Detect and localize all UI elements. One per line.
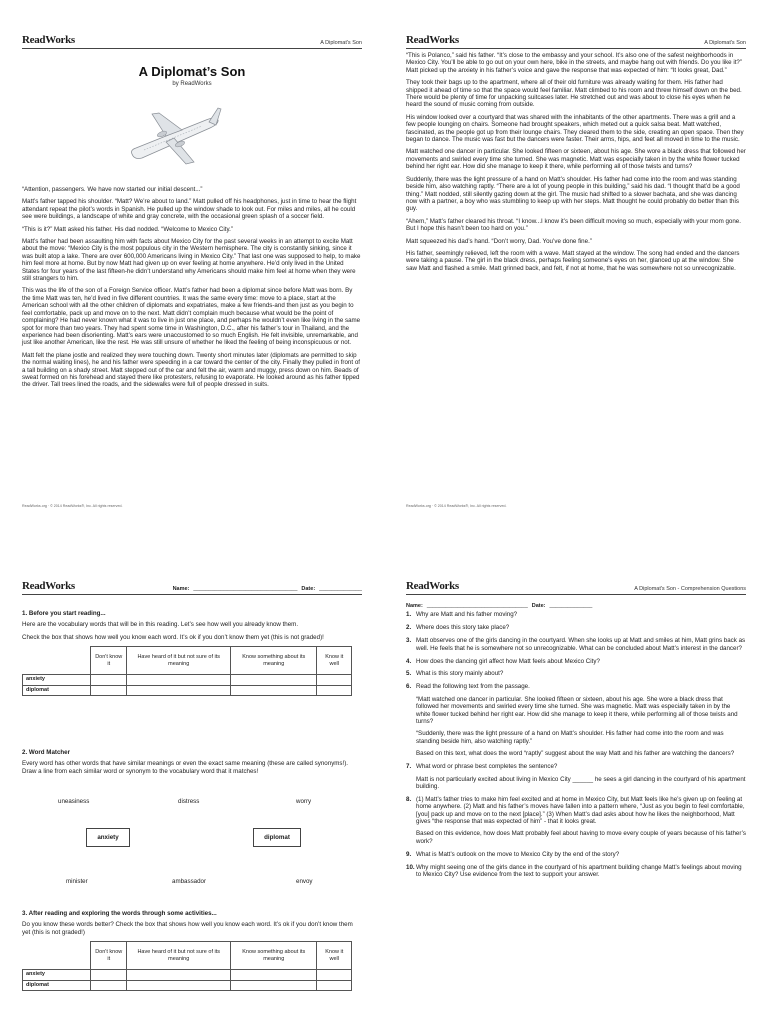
checkbox-cell[interactable] [317,980,352,990]
instructions: Every word has other words that have similar meanings or even the exact same meaning (these are called synonyms!). Draw a line from each similar word or synonym to the vocabulary word that it matches! [22,760,349,775]
date-field[interactable]: ______________ [549,603,593,609]
checkbox-cell[interactable] [317,685,352,695]
paragraph: His window looked over a courtyard that was shared with the inhabitants of the other apartments. There was a grill and a few people lounging on chairs. Someone had brought speakers, which meted out a quick salsa beat. Matt watched, fascinated, as the people got up from their lounge chairs. They cleared them to the side, creating an open space. Then they began to dance. The music was fast but the dancers were faster. Their arms, hips, and feet all moved in time to the music. [406,113,744,144]
quote: “Suddenly, there was the light pressure of a hand on Matt’s shoulder. His father had come into the room and was standing beside him, also watching raptly.” [416,730,724,745]
checkbox-cell[interactable] [231,970,317,980]
synonym-word[interactable]: envoy [296,878,313,885]
paragraph: Matt watched one dancer in particular. She looked fifteen or sixteen, about his age. She wore a black dress that followed her movements and swirled every time she turned. She was magnetic. Matt was especially taken in by the white flower tucked behind her right ear. How did she manage to keep it there, while performing all of those twists and turns? [406,148,746,171]
paragraph: His father, seemingly relieved, left the room with a wave. Matt stayed at the window. The song had ended and the dancers were taking a pause. The girl in the black dress, perhaps feeling someone’s eyes on her, glanced up at the window. She saw Matt and flashed a smile. Matt grinned back, and felt, if not at home, that he was somewhere not so unrecognizable. [406,249,740,272]
header-title: A Diplomat's Son - Comprehension Questions [634,586,746,592]
checkbox-cell[interactable] [317,970,352,980]
checkbox-cell[interactable] [231,675,317,685]
instructions: Check the box that shows how well you know each word. It’s ok if you don’t know them yet (this is not graded)! [22,633,324,641]
questions [406,603,746,884]
readworks-logo: ReadWorks [22,580,75,592]
col-header: Have heard of it but not sure of its meaning [127,942,231,970]
checkbox-cell[interactable] [91,675,127,685]
story-title: A Diplomat’s Son [138,64,246,79]
vocab-box-anxiety[interactable]: anxiety [86,828,130,847]
checkbox-cell[interactable] [91,980,127,990]
story-text [22,186,362,394]
name-label: Name: [406,603,423,609]
question-9: 9. What is Matt’s outlook on the move to Mexico City by the end of the story? [406,850,620,858]
paragraph: “Attention, passengers. We have now started our initial descent...” [22,186,203,193]
section-title: 1. Before you start reading... [22,610,106,617]
name-date-line [406,603,746,610]
vocab-table-before [22,646,352,696]
paragraph: Matt felt the plane jostle and realized they were touching down. Twenty short minutes later (diplomats are permitted to skip the normal waiting lines), he and his father were speeding in a car toward the center of the city. Finally they pulled in front of a tall building on a shady street. Matt stepped out of the car and felt the air, warm and muggy, press down on him. Beads of sweat formed on his forehead and stayed there like protesters, refusing to evaporate. He looked around as his father tipped the driver. Tall trees lined the roads, and the sidewalks were full of people dressed in suits. [22,351,360,389]
table-row [23,980,352,990]
checkbox-cell[interactable] [91,685,127,695]
col-header: Know it well [317,647,352,675]
copyright-footer: ReadWorks.org · © 2014 ReadWorks®, Inc. All rights reserved. [22,504,123,508]
question-3: 3. Matt observes one of the girls dancing in the courtyard. When she looks up at Matt and smiles at him, Matt grins back as well. He feels that he is somewhere not so unrecognizable. What can be concluded about Matt’s interest in the dancer? [406,637,746,652]
story-text [406,52,746,277]
col-header: Have heard of it but not sure of its meaning [127,647,231,675]
question-prompt: Based on this evidence, how does Matt probably feel about having to move every couple of years because of his father’s work? [416,830,746,845]
synonym-word[interactable]: minister [66,878,88,885]
question-1: 1. Why are Matt and his father moving? [406,611,518,619]
section-3 [22,910,362,991]
synonym-word[interactable]: worry [296,798,312,805]
vocab-box-diplomat[interactable]: diplomat [253,828,301,847]
question-5: 5. What is this story mainly about? [406,670,504,678]
checkbox-cell[interactable] [91,970,127,980]
paragraph: They took their bags up to the apartment, where all of their old furniture was already waiting for them. His father had shipped it ahead of time so that the space would feel familiar. Matt climbed to his room and threw himself down on the bed. There would be plenty of time for unpacking suitcases later. He stretched out and was about to close his eyes when he heard the sound of music coming from outside. [406,79,742,109]
col-header: Don't know it [91,647,127,675]
question-4: 4. How does the dancing girl affect how Matt feels about Mexico City? [406,657,600,665]
instructions: Do you know these words better? Check the box that shows how well you know each word. It’s ok if you don’t know them yet (this is not graded!) [22,921,353,936]
question-2: 2. Where does this story take place? [406,624,510,632]
readworks-logo: ReadWorks [406,34,459,46]
paragraph: “This is it?” Matt asked his father. His dad nodded. “Welcome to Mexico City.” [22,225,233,233]
readworks-logo: ReadWorks [22,34,75,46]
checkbox-cell[interactable] [127,970,231,980]
vocab-word: anxiety [23,675,91,685]
vocab-table-after [22,941,352,991]
question-10: 10. Why might seeing one of the girls dance in the courtyard of his apartment building change Matt’s feelings about moving to Mexico City? Use evidence from the text to support your answer. [406,863,742,879]
paragraph: “Ahem,” Matt’s father cleared his throat. “I know...I know it’s been difficult moving so much, especially with your mom gone. But I hope this hasn’t been too hard on you.” [406,217,741,233]
table-row [23,675,352,685]
paragraph: Matt squeezed his dad’s hand. “Don’t worry, Dad. You’ve done fine.” [406,237,592,245]
page-header [22,580,362,595]
page-1 [0,0,384,512]
checkbox-cell[interactable] [127,980,231,990]
header-title: A Diplomat's Son [320,40,362,46]
fill-in-sentence: Matt is not particularly excited about living in Mexico City ______ he sees a girl dancing in the courtyard of his apartment building. [416,775,746,790]
question-prompt: Based on this text, what does the word “raptly” suggest about the way Matt and his father are watching the dancers? [416,750,735,758]
vocab-word: anxiety [23,970,91,980]
section-title: 2. Word Matcher [22,749,71,756]
paragraph: Matt’s father had been assaulting him with facts about Mexico City for the past several weeks in an attempt to excite Matt about the move: “Mexico City is the most populous city in the Western hemisphere. The city is constantly sinking, since it was built atop a lake. There are over 600,000 Americans living in Mexico City.” That last one was supposed to help, to make him feel more at home. But by now Matt had given up on ever feeling at home anywhere. He’d only lived in the United States for four years of the last fifteen-he didn’t understand why Americans should make him feel at home when they were still strangers to him. [22,238,361,283]
paragraph: “This is Polanco,” said his father. “It’s close to the embassy and your school. It’s also one of the safest neighborhoods in Mexico City. You’ll be able to go out on your own here, bike in the streets, and maybe hang out with friends. Do you like it?” Matt picked up the anxiety in his father’s voice and gave the response that was expected of him: “It looks great, Dad.” [406,52,742,74]
question-8: 8. (1) Matt’s father tries to make him feel excited and at home in Mexico City, but Matt feels like he’s given up on feeling at home anywhere. (2) Matt and his father’s moves have fallen into a pattern where, “Just as you begin to feel comfortable, [you] pack up and move on to the next [place].” (3) When Matt’s dad asks about how he likes the neighborhood, Matt gives “the response that was expected of him” - that it looks great. Based on this evidence, how does Matt probably feel about having to move every couple of years because of his father’s work? [406,795,746,845]
date-field[interactable]: ______________ [319,586,362,592]
synonym-word[interactable]: uneasiness [58,798,90,805]
header-title: A Diplomat's Son [704,40,746,46]
synonym-word[interactable]: distress [178,798,200,805]
checkbox-cell[interactable] [231,685,317,695]
name-field[interactable]: _________________________________ [426,603,528,609]
col-header: Know it well [317,942,352,970]
story-byline: by ReadWorks [172,81,212,87]
section-2 [22,749,362,780]
checkbox-cell[interactable] [317,675,352,685]
section-title: 3. After reading and exploring the words through some activities... [22,910,217,917]
page-3-vocabulary [0,512,384,1024]
col-header: Know something about its meaning [231,647,317,675]
vocab-word: diplomat [23,980,91,990]
quote: “Matt watched one dancer in particular. She looked fifteen or sixteen, about his age. She wore a black dress that followed her movements and swirled every time she turned. She was magnetic. Matt was especially taken in by the white flower tucked behind her right ear. How did she manage to keep it there, while performing all of those twists and turns? [416,695,738,725]
synonym-word[interactable]: ambassador [172,878,207,885]
readworks-logo: ReadWorks [406,580,459,592]
question-list [406,611,746,878]
checkbox-cell[interactable] [127,675,231,685]
page-header [406,34,746,49]
date-label: Date: [301,586,316,592]
page-4-questions [384,512,768,1024]
checkbox-cell[interactable] [127,685,231,695]
name-field[interactable]: __________________________________ [193,586,298,592]
col-header: Don't know it [91,942,127,970]
name-label: Name: [172,586,190,592]
page-2 [384,0,768,512]
copyright-footer: ReadWorks.org · © 2014 ReadWorks®, Inc. All rights reserved. [406,504,507,508]
page-header [22,34,362,49]
paragraph: Suddenly, there was the light pressure of a hand on Matt’s shoulder. His father had come into the room and was standing beside him, also watching raptly. “There are a lot of young people in this building,” said his dad. “I thought that’d be a good thing.” Matt nodded, still silently gazing down at the girl. The music had shifted to a slower bachata, and she was dancing now with a partner, a boy who was stumbling to keep up with her steps. Matt thought he could probably do better than this guy. [406,175,740,213]
paragraph: Matt’s father tapped his shoulder. “Matt? We’re about to land.” Matt pulled off his headphones, just in time to hear the flight attendant repeat the pilot’s words in Spanish. He pulled up the window shade to look out. For miles and miles, all he could see were buildings, a landscape of white and gray concrete, with the occasional green splash of a soccer field. [22,198,357,221]
page-header [406,580,746,595]
paragraph: This was the life of the son of a Foreign Service officer. Matt’s father had been a diplomat since before Matt was born. By the time Matt was ten, he’d lived in five different countries. It was the same every time: move to a place, start at the American school with all the other children of diplomats and expatriates, make a few friends-and then just as you begin to feel comfortable, pack up and move on to the next. Matt didn’t complain much because what would be the point of complaining? He had never known what it was to live in just one place, and perhaps he wouldn’t even like living in the same spot for more than two years. They had spent some time in Washington, D.C., after his father’s tour in Thailand, and the experience had been disorienting. Matt’s ears were unaccustomed to so much English. He felt invisible, unremarkable, and just like another American, like the rest. He was still unsure of whether he liked the feeling of being inconspicuous or not. [22,287,361,347]
airplane-illustration [126,96,222,182]
section-1 [22,610,362,696]
instructions: Here are the vocabulary words that will be in this reading. Let’s see how well you already know them. [22,621,299,629]
name-date-line [173,586,362,592]
col-header: Know something about its meaning [231,942,317,970]
table-row [23,685,352,695]
checkbox-cell[interactable] [231,980,317,990]
question-7: 7. What word or phrase best completes the sentence? Matt is not particularly excited about living in Mexico City ______ he sees a girl dancing in the courtyard of his apartment building. [406,763,746,790]
table-row [23,970,352,980]
date-label: Date: [531,603,546,609]
question-6: 6. Read the following text from the passage. “Matt watched one dancer in particular. She looked fifteen or sixteen, about his age. She wore a black dress that followed her movements and swirled every time she turned. She was magnetic. Matt was especially taken in by the white flower tucked behind her right ear. How did she manage to keep it there, while performing all of those twists and turns? “Suddenly, there was the light pressure of a hand on Matt’s shoulder. His father had come into the room and was standing beside him, also watching raptly.” Based on this text, what does the word “raptly” suggest about the way Matt and his father are watching the dancers? [406,683,746,757]
vocab-word: diplomat [23,685,91,695]
